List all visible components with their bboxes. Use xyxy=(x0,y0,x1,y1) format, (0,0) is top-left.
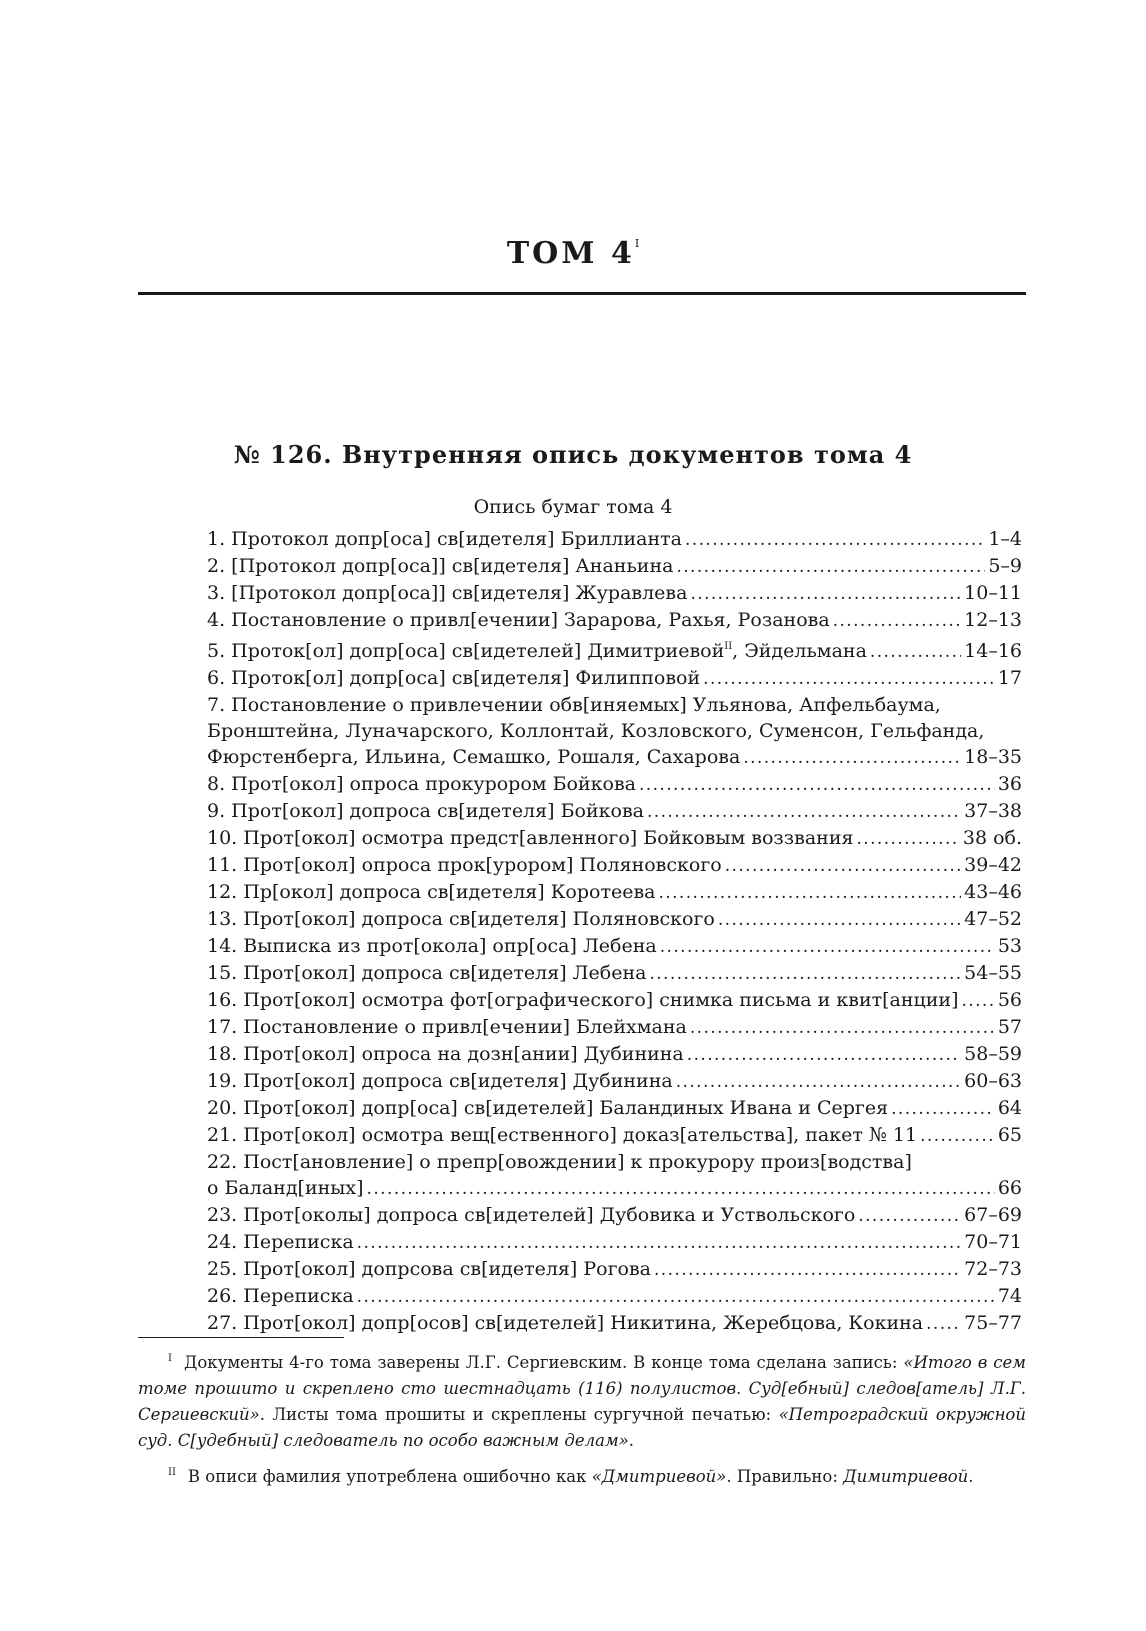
inventory-entry xyxy=(207,526,1022,553)
entry-line xyxy=(207,771,1022,798)
dot-leader xyxy=(690,1014,995,1041)
entry-label xyxy=(207,1122,917,1148)
entry-line xyxy=(207,580,1022,607)
footnote-quote: «Дмитриевой» xyxy=(591,1467,727,1486)
page-range: 66 xyxy=(997,1177,1022,1199)
entry-title: 25. Прот[окол] допрсова св[идетеля] Рогова xyxy=(207,1258,651,1280)
inventory-entry xyxy=(207,1229,1022,1256)
page-range: 65 xyxy=(997,1124,1022,1146)
entry-label xyxy=(207,852,722,878)
entry-title: 24. Переписка xyxy=(207,1231,354,1253)
entry-title: Фюрстенберга, Ильина, Семашко, Рошаля, Сахарова xyxy=(207,746,741,768)
inventory-entry xyxy=(207,987,1022,1014)
entry-line xyxy=(207,1175,1022,1202)
footnote-text: В описи фамилия употреблена ошибочно как xyxy=(187,1467,592,1486)
inventory-entry xyxy=(207,634,1022,665)
inventory-entry xyxy=(207,1095,1022,1122)
entry-line xyxy=(207,607,1022,634)
footnote-mark: II xyxy=(168,1467,176,1478)
dot-leader xyxy=(870,638,961,665)
entry-line xyxy=(207,1095,1022,1122)
inventory-entry xyxy=(207,1310,1022,1337)
dot-leader xyxy=(649,960,961,987)
inventory-entry xyxy=(207,1068,1022,1095)
entry-label xyxy=(207,1202,855,1228)
inventory-entry xyxy=(207,1014,1022,1041)
page-range: 43–46 xyxy=(964,881,1022,903)
entry-label xyxy=(207,906,715,932)
entry-label xyxy=(207,744,740,770)
entry-line xyxy=(207,987,1022,1014)
dot-leader xyxy=(858,1202,961,1229)
entry-title: 5. Проток[ол] допр[оса] св[идетелей] Димитриевой xyxy=(207,640,725,662)
inventory-entry xyxy=(207,798,1022,825)
page-range: 56 xyxy=(997,989,1022,1011)
page-range: 47–52 xyxy=(964,908,1022,930)
entry-title: 18. Прот[окол] опроса на дозн[ании] Дубинина xyxy=(207,1043,684,1065)
entry-line xyxy=(207,798,1022,825)
entry-title: 10. Прот[окол] осмотра предст[авленного] Бойковым воззвания xyxy=(207,827,854,849)
dot-leader xyxy=(725,852,961,879)
page-range: 1–4 xyxy=(988,528,1022,550)
dot-leader xyxy=(703,665,995,692)
entry-title: 9. Прот[окол] допроса св[идетеля] Бойкова xyxy=(207,800,644,822)
entry-label xyxy=(207,771,636,797)
entry-line xyxy=(207,1068,1022,1095)
entry-label xyxy=(207,1041,684,1067)
entry-label xyxy=(207,825,853,851)
entry-line xyxy=(207,906,1022,933)
footnote-text: Документы 4-го тома заверены Л.Г. Сергиевским. В конце тома сделана запись: xyxy=(183,1353,904,1372)
inventory-entry xyxy=(207,1122,1022,1149)
footnote-quote: Димитриевой xyxy=(843,1467,969,1486)
entry-line: 7. Постановление о привлечении обв[иняемых] Ульянова, Апфельбаума, xyxy=(207,694,941,716)
page-range: 60–63 xyxy=(964,1070,1022,1092)
entry-line xyxy=(207,665,1022,692)
entry-note-mark[interactable]: II xyxy=(724,641,733,652)
page-range: 12–13 xyxy=(964,609,1022,631)
entry-title: 13. Прот[окол] допроса св[идетеля] Поляновского xyxy=(207,908,715,930)
entry-title: 2. [Протокол допр[оса]] св[идетеля] Ананьина xyxy=(207,555,674,577)
dot-leader xyxy=(639,771,995,798)
entry-line xyxy=(207,1202,1022,1229)
entry-line xyxy=(207,526,1022,553)
entry-line xyxy=(207,879,1022,906)
inventory-entry xyxy=(207,607,1022,634)
footnote-mark: I xyxy=(168,1353,172,1364)
entry-label xyxy=(207,798,644,824)
inventory-entry xyxy=(207,1041,1022,1068)
page-range: 36 xyxy=(997,773,1022,795)
dot-leader xyxy=(676,553,985,580)
volume-note-mark[interactable]: I xyxy=(634,237,640,250)
dot-leader xyxy=(367,1175,995,1202)
entry-title: 6. Проток[ол] допр[оса] св[идетеля] Филипповой xyxy=(207,667,701,689)
entry-title: 20. Прот[окол] допр[оса] св[идетелей] Баландиных Ивана и Сергея xyxy=(207,1097,889,1119)
entry-title: 16. Прот[окол] осмотра фот[ографического] снимка письма и квит[анции] xyxy=(207,989,959,1011)
footnote-text: . xyxy=(628,1431,634,1450)
entry-title: о Баланд[иных] xyxy=(207,1177,364,1199)
entry-line xyxy=(207,1310,1022,1337)
footnote-divider xyxy=(138,1337,344,1338)
footnote-text: . xyxy=(968,1467,974,1486)
entry-title: 4. Постановление о привл[ечении] Зарарова, Рахья, Розанова xyxy=(207,609,830,631)
inventory-entry xyxy=(207,960,1022,987)
entry-label xyxy=(207,879,655,905)
dot-leader xyxy=(357,1283,995,1310)
volume-title xyxy=(0,236,1146,271)
entry-label xyxy=(207,1095,888,1121)
entry-title: 21. Прот[окол] осмотра вещ[ественного] доказ[ательства], пакет № 11 xyxy=(207,1124,918,1146)
footnote-2 xyxy=(138,1460,1026,1490)
dot-leader xyxy=(926,1310,961,1337)
dot-leader xyxy=(654,1256,961,1283)
entry-line xyxy=(207,933,1022,960)
entry-label xyxy=(207,580,687,606)
entry-label xyxy=(207,553,673,579)
entry-line: 22. Пост[ановление] о препр[овождении] к прокурору произ[водства] xyxy=(207,1151,912,1173)
entry-title: 11. Прот[окол] опроса прок[урором] Поляновского xyxy=(207,854,722,876)
footnote-text: . Правильно: xyxy=(726,1467,844,1486)
entry-label xyxy=(207,1175,364,1201)
dot-leader xyxy=(685,526,985,553)
page-range: 58–59 xyxy=(964,1043,1022,1065)
entry-line xyxy=(207,1229,1022,1256)
page-range: 39–42 xyxy=(964,854,1022,876)
entry-line xyxy=(207,960,1022,987)
page-range: 14–16 xyxy=(964,640,1022,662)
footnote-text: . Листы тома прошиты и скреплены сургучной печатью: xyxy=(259,1405,779,1424)
page-range: 64 xyxy=(997,1097,1022,1119)
entry-line xyxy=(207,1283,1022,1310)
dot-leader xyxy=(676,1068,961,1095)
page-range: 57 xyxy=(997,1016,1022,1038)
entry-title: 8. Прот[окол] опроса прокурором Бойкова xyxy=(207,773,636,795)
footnotes xyxy=(138,1346,1026,1496)
entry-line xyxy=(207,1041,1022,1068)
dot-leader xyxy=(961,987,994,1014)
inventory-entry xyxy=(207,1256,1022,1283)
inventory-list xyxy=(207,526,1022,1337)
entry-label xyxy=(207,1283,354,1309)
page-range: 74 xyxy=(997,1285,1022,1307)
inventory-entry xyxy=(207,692,1022,771)
dot-leader xyxy=(647,798,961,825)
entry-line xyxy=(207,1122,1022,1149)
entry-label xyxy=(207,1014,687,1040)
page-range: 5–9 xyxy=(988,555,1022,577)
page-range: 54–55 xyxy=(964,962,1022,984)
entry-title: 15. Прот[окол] допроса св[идетеля] Лебена xyxy=(207,962,647,984)
entry-line xyxy=(207,1014,1022,1041)
entry-label xyxy=(207,1256,651,1282)
entry-label xyxy=(207,1229,354,1255)
page-range: 75–77 xyxy=(964,1312,1022,1334)
entry-title: 1. Протокол допр[оса] св[идетеля] Бриллианта xyxy=(207,528,682,550)
entry-title: 3. [Протокол допр[оса]] св[идетеля] Журавлева xyxy=(207,582,688,604)
page-range: 72–73 xyxy=(964,1258,1022,1280)
page-range: 70–71 xyxy=(964,1231,1022,1253)
inventory-entry xyxy=(207,879,1022,906)
inventory-entry xyxy=(207,665,1022,692)
dot-leader xyxy=(743,744,961,771)
inventory-entry xyxy=(207,825,1022,852)
entry-label xyxy=(207,526,682,552)
entry-title: 23. Прот[околы] допроса св[идетелей] Дубовика и Уствольского xyxy=(207,1204,856,1226)
page-range: 53 xyxy=(997,935,1022,957)
dot-leader xyxy=(357,1229,961,1256)
volume-title-text: ТОМ 4 xyxy=(506,236,635,271)
inventory-entry xyxy=(207,580,1022,607)
page-range: 67–69 xyxy=(964,1204,1022,1226)
page-range: 10–11 xyxy=(964,582,1022,604)
entry-label xyxy=(207,665,700,691)
inventory-entry xyxy=(207,1149,1022,1202)
entry-line xyxy=(207,1256,1022,1283)
page-range: 38 об. xyxy=(962,827,1022,849)
dot-leader xyxy=(920,1122,995,1149)
inventory-entry xyxy=(207,771,1022,798)
entry-label xyxy=(207,1310,923,1336)
dot-leader xyxy=(690,580,961,607)
inventory-entry xyxy=(207,1283,1022,1310)
entry-title: 26. Переписка xyxy=(207,1285,354,1307)
footnote-quote: «Итого в сем томе прошито и скреплено сто шестнадцать (116) полулистов. Суд[ебный] следов[атель] Л.Г. Сергиевский» xyxy=(138,1353,1026,1424)
dot-leader xyxy=(891,1095,995,1122)
entry-label xyxy=(207,1068,673,1094)
entry-title-tail: , Эйдельмана xyxy=(732,640,867,662)
page-range: 37–38 xyxy=(964,800,1022,822)
inventory-subtitle: Опись бумаг тома 4 xyxy=(473,496,673,518)
inventory-entry xyxy=(207,906,1022,933)
page-range: 17 xyxy=(997,667,1022,689)
entry-label xyxy=(207,933,657,959)
document-heading: № 126. Внутренняя опись документов тома 4 xyxy=(233,440,913,469)
entry-title: 14. Выписка из прот[окола] опр[оса] Лебена xyxy=(207,935,657,957)
entry-line xyxy=(207,744,1022,771)
entry-line xyxy=(207,852,1022,879)
entry-title: 19. Прот[окол] допроса св[идетеля] Дубинина xyxy=(207,1070,673,1092)
dot-leader xyxy=(856,825,959,852)
entry-line: Бронштейна, Луначарского, Коллонтай, Козловского, Суменсон, Гельфанда, xyxy=(207,720,985,742)
entry-line xyxy=(207,825,1022,852)
dot-leader xyxy=(687,1041,961,1068)
dot-leader xyxy=(718,906,961,933)
footnote-1 xyxy=(138,1346,1026,1454)
dot-leader xyxy=(658,879,961,906)
entry-label xyxy=(207,607,830,633)
inventory-entry xyxy=(207,553,1022,580)
entry-line xyxy=(207,553,1022,580)
dot-leader xyxy=(660,933,995,960)
inventory-entry xyxy=(207,852,1022,879)
entry-label xyxy=(207,634,867,664)
dot-leader xyxy=(833,607,961,634)
entry-label xyxy=(207,987,958,1013)
page-range: 18–35 xyxy=(964,746,1022,768)
inventory-entry xyxy=(207,933,1022,960)
footnote-quote: «Петроградский окружной суд. С[удебный] следователь по особо важным делам» xyxy=(138,1405,1026,1450)
entry-label xyxy=(207,960,646,986)
entry-line xyxy=(207,634,1022,665)
entry-title: 27. Прот[окол] допр[осов] св[идетелей] Никитина, Жеребцова, Кокина xyxy=(207,1312,924,1334)
title-divider xyxy=(138,292,1026,295)
entry-title: 12. Пр[окол] допроса св[идетеля] Коротеева xyxy=(207,881,656,903)
entry-title: 17. Постановление о привл[ечении] Блейхмана xyxy=(207,1016,687,1038)
inventory-entry xyxy=(207,1202,1022,1229)
